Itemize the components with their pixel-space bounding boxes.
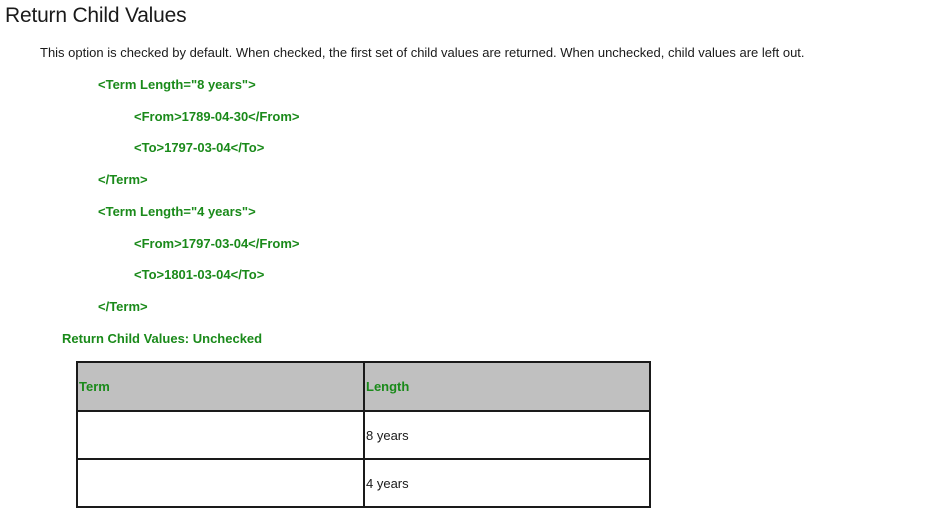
cell-term [77,459,364,507]
code-line: <To>1801-03-04</To> [134,267,265,282]
table-row [77,459,650,507]
code-line: <Term Length="4 years"> [98,204,256,219]
code-line: <From>1789-04-30</From> [134,109,300,124]
cell-term [77,411,364,459]
intro-paragraph: This option is checked by default. When checked, the first set of child values are returned. When unchecked, child values are left out. [40,45,805,60]
code-line: </Term> [98,299,148,314]
table-row [77,411,650,459]
code-line: <To>1797-03-04</To> [134,140,265,155]
result-table [76,361,651,508]
page-title: Return Child Values [5,4,187,27]
code-line: </Term> [98,172,148,187]
column-header-length: Length [364,362,650,411]
result-caption: Return Child Values: Unchecked [62,331,263,346]
column-header-term: Term [77,362,364,411]
cell-length: 8 years [364,411,650,459]
code-line: <From>1797-03-04</From> [134,236,300,251]
table-header-row [77,362,650,411]
cell-length: 4 years [364,459,650,507]
code-line: <Term Length="8 years"> [98,77,256,92]
